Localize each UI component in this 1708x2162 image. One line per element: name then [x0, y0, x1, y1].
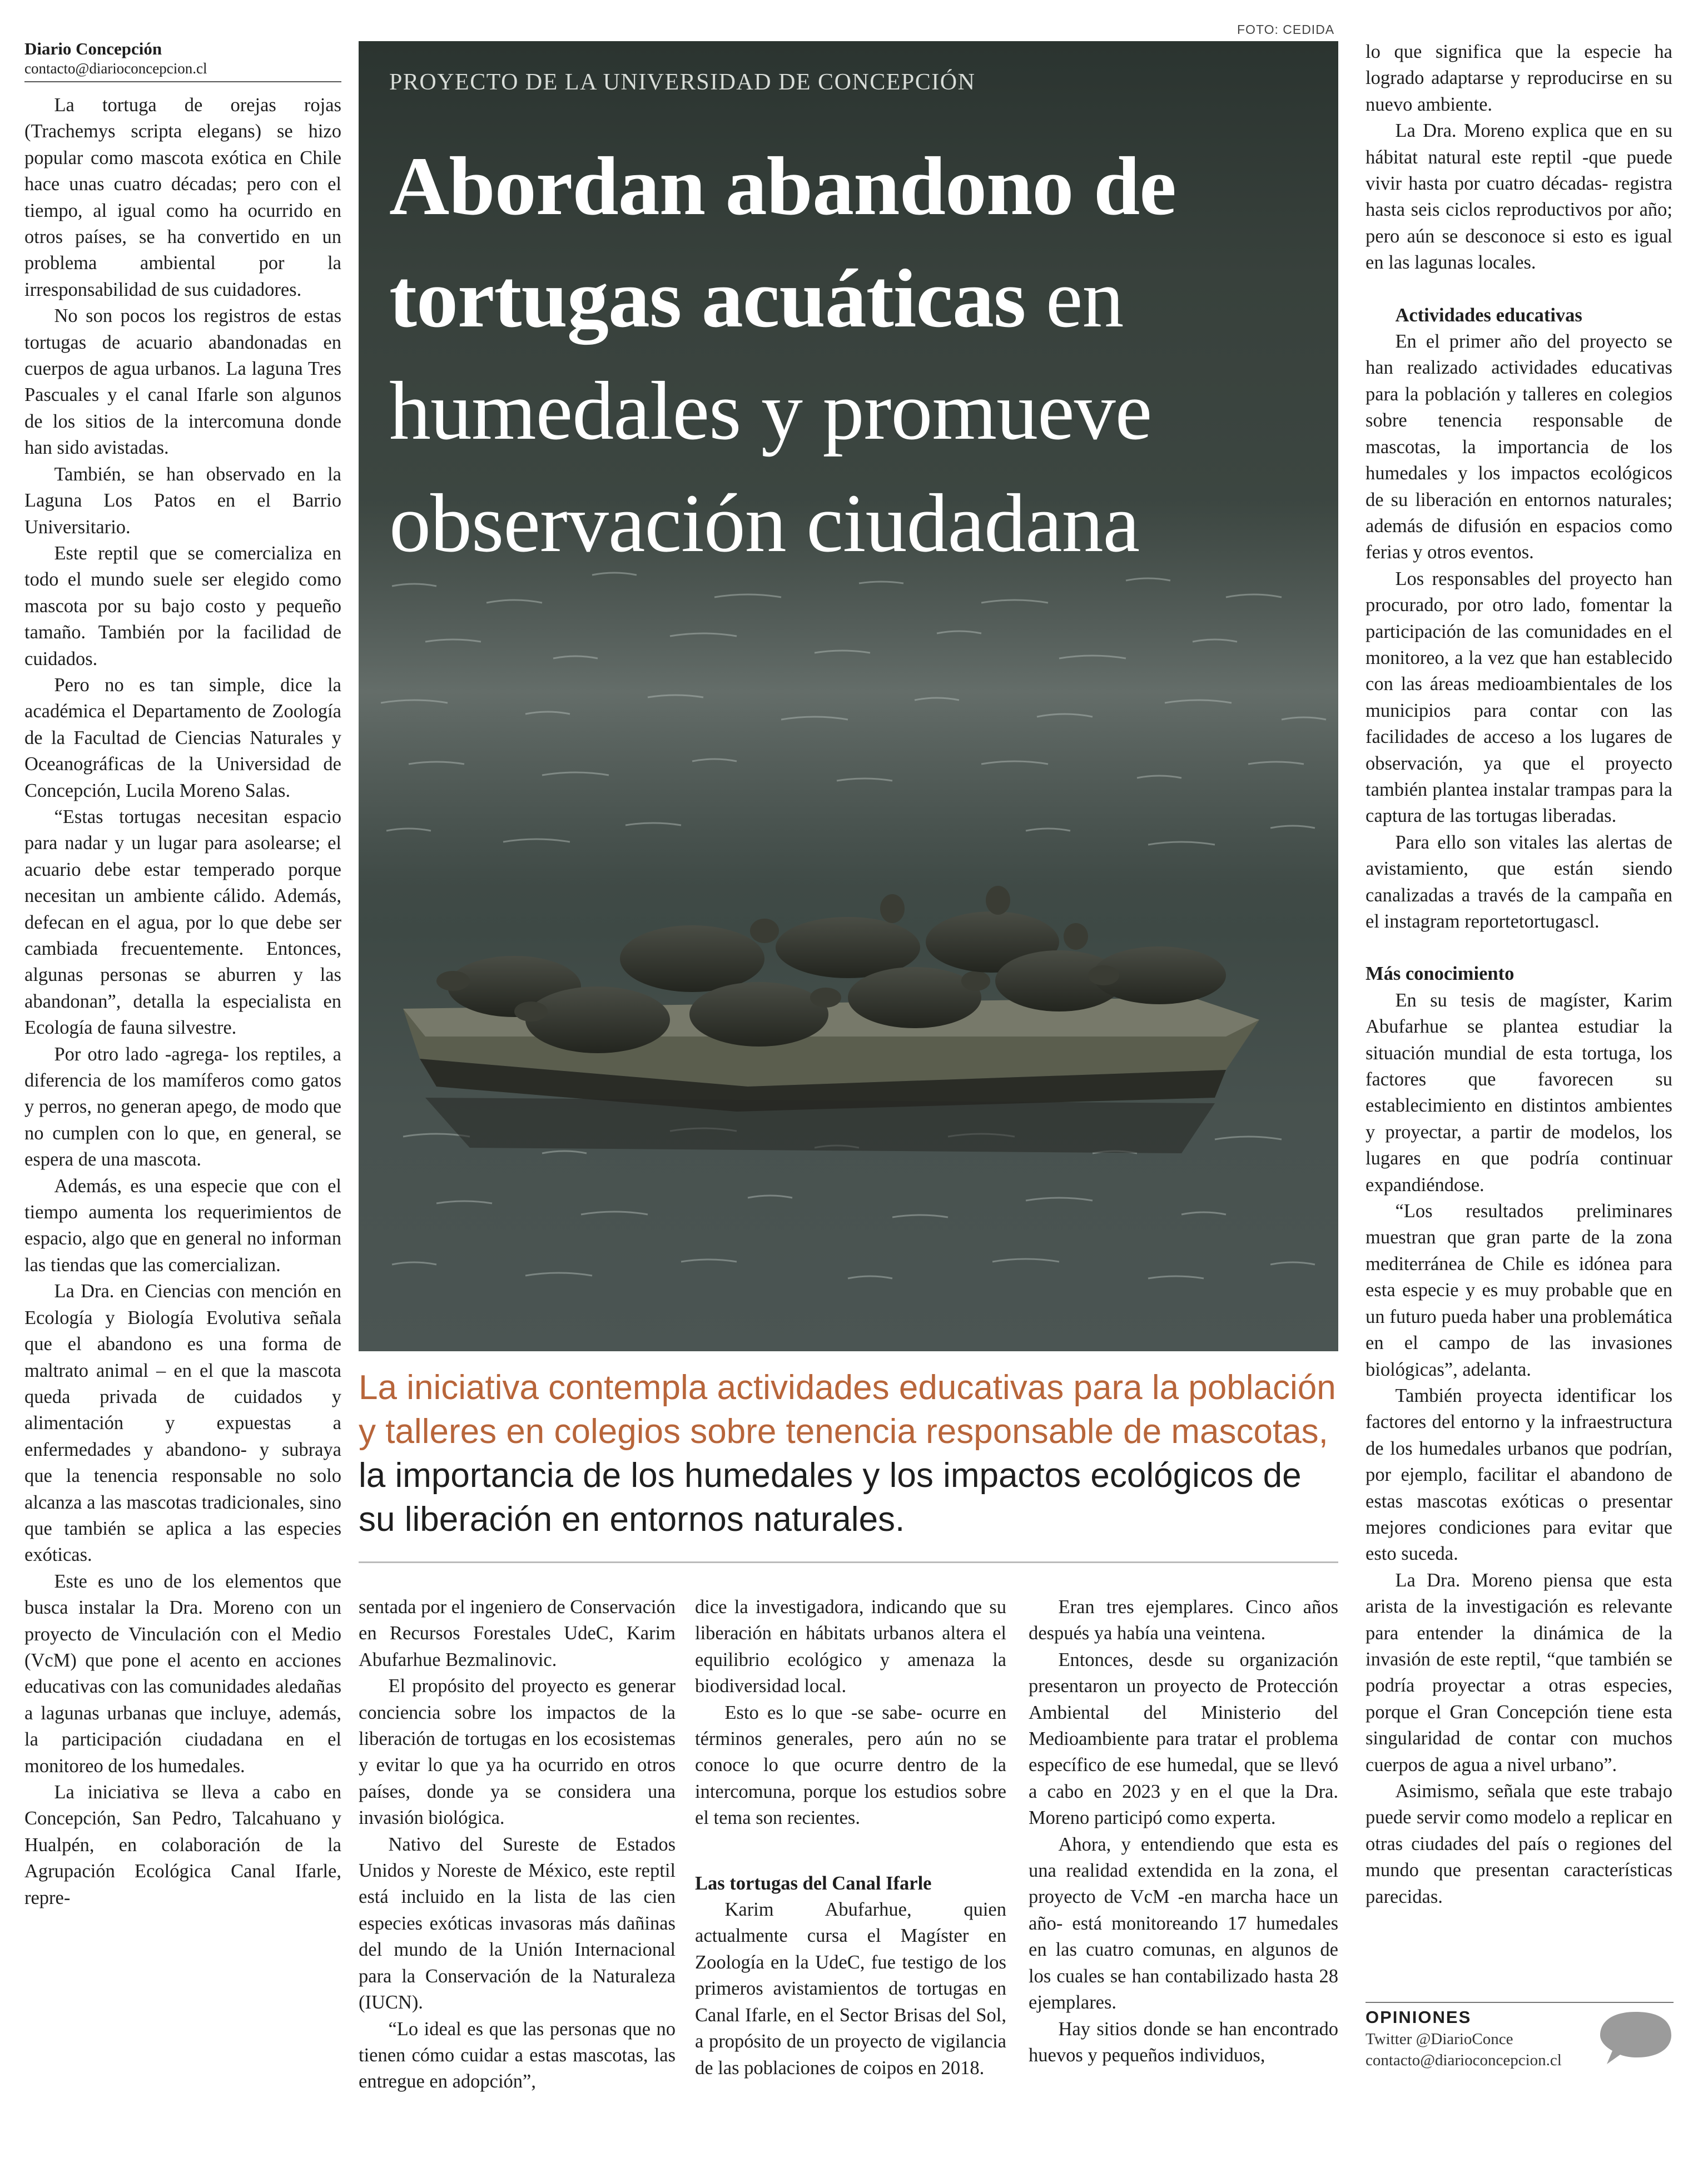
paragraph: Este reptil que se comercializa en todo el mundo suele ser elegido como mascota por su bajo costo y pequeño tamaño. También por la facilidad de cuidados. — [24, 542, 341, 670]
paragraph: Entonces, desde su organización presentaron un proyecto de Protección Ambiental del Ministerio del Medioambiente para tratar el problema específico de ese humedal, que se llevó a cabo en 2023 y en el que la Dra. Moreno participó como experta. — [1029, 1649, 1338, 1829]
column-5 — [1366, 39, 1672, 1910]
headline-line-2-bold: tortugas acuáticas — [389, 252, 1026, 345]
publication-name: Diario Concepción — [24, 39, 162, 58]
column-3 — [695, 1594, 1006, 2081]
paragraph: En el primer año del proyecto se han realizado actividades educativas para la población y talleres en colegios sobre tenencia responsable de mascotas, la importancia de los humedales y los impactos ecológicos de su liberación en entornos naturales; además de difusión en espacios como ferias y otros eventos. — [1366, 331, 1672, 563]
opinion-twitter[interactable]: Twitter @DiarioConce — [1366, 2030, 1513, 2048]
headline-line-4: observación ciudadana — [389, 477, 1140, 569]
turtles-on-log-image — [359, 41, 1338, 1351]
kicker: PROYECTO DE LA UNIVERSIDAD DE CONCEPCIÓN — [389, 70, 976, 95]
paragraph: La Dra. en Ciencias con mención en Ecología y Biología Evolutiva señala que el abandono es una forma de maltrato animal – en el que la mascota queda privada de cuidados y alimentación y expuestas a enfermedades y abandono- y subraya que la tenencia responsable no solo alcanza a las mascotas tradicionales, sino que también se aplica a las especies exóticas. — [24, 1281, 341, 1566]
log-reflection — [425, 1098, 1215, 1153]
deck-dark: la importancia de los humedales y los impactos ecológicos de su liberación en entornos naturales. — [359, 1456, 1302, 1539]
opinion-title: OPINIONES — [1366, 2007, 1472, 2027]
column-4 — [1029, 1594, 1338, 2069]
paragraph: Este es uno de los elementos que busca instalar la Dra. Moreno con un proyecto de Vinculación con el Medio (VcM) que pone el acento en acciones educativas con las comunidades aledañas a lagunas urbanas que incluye, además, la participación ciudadana en el monitoreo de los humedales. — [24, 1570, 341, 1777]
opinion-email[interactable]: contacto@diarioconcepcion.cl — [1366, 2051, 1562, 2069]
paragraph: No son pocos los registros de estas tortugas de acuario abandonadas en cuerpos de agua urbanos. La laguna Tres Pascuales y el canal Ifarle son algunos de los sitios de la intercomuna donde han sido avistadas. — [24, 305, 341, 459]
paragraph: La tortuga de orejas rojas (Trachemys scripta elegans) se hizo popular como mascota exótica en Chile hace unas cuatro décadas; pero con el tiempo, al igual como ha ocurrido en otros países, se ha convertido en un problema ambiental por la irresponsabilidad de sus cuidadores. — [24, 95, 341, 300]
paragraph: Karim Abufarhue, quien actualmente cursa el Magíster en Zoología en la UdeC, fue testigo de los primeros avistamientos de tortugas en Canal Ifarle, en el Sector Brisas del Sol, a propósito de un proyecto de vigilancia de las poblaciones de coipos en 2018. — [695, 1899, 1006, 2079]
photo-credit: FOTO: CEDIDA — [1237, 22, 1335, 37]
paragraph: Para ello son vitales las alertas de avistamiento, que están siendo canalizadas a través de la campaña en el instagram reportetortugascl. — [1366, 831, 1672, 932]
paragraph: Asimismo, señala que este trabajo puede servir como modelo a replicar en otras ciudades del país o regiones del mundo que presentan características parecidas. — [1366, 1781, 1672, 1907]
paragraph: Hay sitios donde se han encontrado huevos y pequeños individuos, — [1029, 2018, 1338, 2066]
headline-line-2 — [389, 242, 1323, 355]
paragraph: También proyecta identificar los factores del entorno y la infraestructura de los humedales urbanos que podrían, por ejemplo, facilitar el abandono de estas mascotas exóticas o presentar mejores condiciones para evitar que esto suceda. — [1366, 1385, 1672, 1565]
spacer — [695, 1832, 1006, 1871]
deck-orange: La iniciativa contempla actividades educativas para la población y talleres en colegios sobre tenencia responsable de mascotas, — [359, 1368, 1336, 1451]
paragraph: En su tesis de magíster, Karim Abufarhue se plantea estudiar la situación mundial de esta tortuga, los factores que favorecen su establecimiento en distintos ambientes y proyectar, a partir de modelos, los lugares en que podría continuar expandiéndose. — [1366, 989, 1672, 1196]
paragraph: La Dra. Moreno explica que en su hábitat natural este reptil -que puede vivir hasta por cuatro décadas- registra hasta seis ciclos reproductivos por año; pero aún se desconoce si esto es igual en las lagunas locales. — [1366, 120, 1672, 274]
deck — [359, 1366, 1338, 1541]
subhead-canal-ifarle: Las tortugas del Canal Ifarle — [695, 1872, 932, 1894]
column-2 — [359, 1594, 676, 2095]
paragraph: dice la investigadora, indicando que su liberación en hábitats urbanos altera el equilibrio ecológico y amenaza la biodiversidad local. — [695, 1596, 1006, 1697]
headline-line-1: Abordan abandono de — [389, 140, 1176, 232]
spacer — [1366, 276, 1672, 303]
headline-line-3: humedales y promueve — [389, 365, 1152, 457]
paragraph: “Estas tortugas necesitan espacio para nadar y un lugar para asolearse; el acuario debe estar temperado porque necesitan un ambiente cálido. Además, defecan en el agua, por lo que debe ser cambiada frecuentemente. Entonces, algunas personas se aburren y las abandonan”, detalla la especialista en Ecología de fauna silvestre. — [24, 806, 341, 1039]
turtle — [776, 894, 920, 978]
headline — [389, 130, 1323, 579]
column-1 — [24, 92, 341, 1911]
masthead-rule — [24, 81, 341, 82]
spacer — [1366, 935, 1672, 961]
paragraph: lo que significa que la especie ha logrado adaptarse y reproducirse en su nuevo ambiente. — [1366, 41, 1672, 115]
paragraph: Además, es una especie que con el tiempo aumenta los requerimientos de espacio, algo que en general no informan las tiendas que las comercializan. — [24, 1175, 341, 1276]
paragraph: “Lo ideal es que las personas que no tienen cómo cuidar a estas mascotas, las entregue en adopción”, — [359, 2018, 676, 2092]
paragraph: También, se han observado en la Laguna Los Patos en el Barrio Universitario. — [24, 463, 341, 538]
paragraph: Por otro lado -agrega- los reptiles, a diferencia de los mamíferos como gatos y perros, no generan apego, de modo que no cumplen con lo que, en general, se espera de una mascota. — [24, 1043, 341, 1171]
subhead-actividades-educativas: Actividades educativas — [1395, 304, 1582, 326]
masthead — [24, 39, 341, 82]
paragraph: Pero no es tan simple, dice la académica el Departamento de Zoología de la Facultad de Ciencias Naturales y Oceanográficas de la Universidad de Concepción, Lucila Moreno Salas. — [24, 674, 341, 801]
paragraph: Esto es lo que -se sabe- ocurre en términos generales, pero aún no se conoce lo que ocurre dentro de la intercomuna, porque los estudios sobre el tema son recientes. — [695, 1702, 1006, 1829]
paragraph: Los responsables del proyecto han procurado, por otro lado, fomentar la participación de las comunidades en el monitoreo, a la vez que han establecido con las áreas medioambientales de los municipios para contar con las facilidades de acceso a los lugares de observación, ya que el proyecto también plantea instalar trampas para la captura de las tortugas liberadas. — [1366, 568, 1672, 827]
paragraph: La Dra. Moreno piensa que esta arista de la investigación es relevante para entender la dinámica de la invasión de este reptil, “que también se podría proyectar a otras especies, porque el Gran Concepción tiene esta singularidad de contar con muchos cuerpos de agua a nivel urbano”. — [1366, 1569, 1672, 1776]
subhead-mas-conocimiento: Más conocimiento — [1366, 963, 1515, 985]
paragraph: “Los resultados preliminares muestran que gran parte de la zona mediterránea de Chile es idónea para esta especie y es muy probable que en un futuro pueda haber una problemática en el campo de las invasiones biológicas”, adelanta. — [1366, 1201, 1672, 1380]
paragraph: sentada por el ingeniero de Conservación en Recursos Forestales UdeC, Karim Abufarhue Bezmalinovic. — [359, 1596, 676, 1670]
masthead-contact: contacto@diarioconcepcion.cl — [24, 60, 207, 77]
paragraph: Nativo del Sureste de Estados Unidos y Noreste de México, este reptil está incluido en la lista de las cien especies exóticas invasoras más dañinas del mundo de la Unión Internacional para la Conservación de la Naturaleza (IUCN). — [359, 1833, 676, 2014]
paragraph: Ahora, y entendiendo que esta es una realidad extendida en la zona, el proyecto de VcM -en marcha hace un año- está monitoreando 17 humedales en las cuatro comunas, en algunos de los cuales se han contabilizado hasta 28 ejemplares. — [1029, 1833, 1338, 2014]
paragraph: Eran tres ejemplares. Cinco años después ya había una veintena. — [1029, 1596, 1338, 1644]
speech-bubble-icon — [1597, 2007, 1675, 2069]
deck-rule — [359, 1561, 1338, 1563]
headline-line-2-light: en — [1025, 252, 1124, 345]
turtle — [620, 919, 779, 992]
paragraph: El propósito del proyecto es generar conciencia sobre los impactos de la liberación de tortugas en los ecosistemas y evitar lo que ya ha ocurrido en otros países, donde ya se considera una invasión biológica. — [359, 1675, 676, 1829]
opinion-rule — [1366, 2002, 1674, 2003]
paragraph: La iniciativa se lleva a cabo en Concepción, San Pedro, Talcahuano y Hualpén, en colaboración de la Agrupación Ecológica Canal Ifarle, repre- — [24, 1782, 341, 1908]
